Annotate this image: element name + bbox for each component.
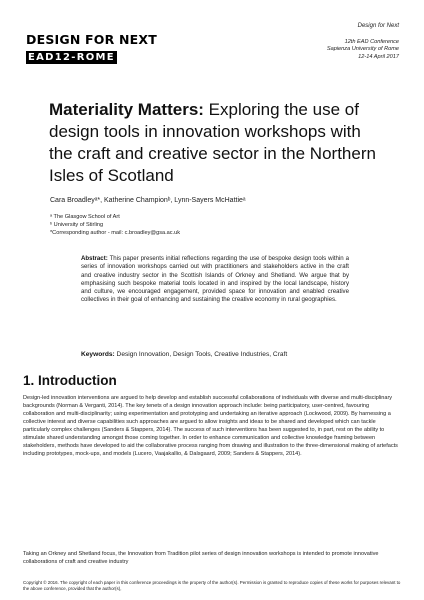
conference-info [327, 23, 399, 61]
paper-title [49, 99, 379, 187]
title-rest: Exploring the use of design tools in innovation workshops with the craft and creative sector in the Northern Isles of Scotland [49, 100, 376, 185]
corresponding-author: *Corresponding author - mail: c.broadley@gsa.ac.uk [50, 230, 181, 237]
affiliation-a: ᵃ The Glasgow School of Art [50, 214, 120, 220]
affiliation-b: ᵇ University of Stirling [50, 222, 104, 229]
intro-paragraph-2: Taking an Orkney and Shetland focus, the Innovation from Tradition pilot series of design innovation workshops is intended to promote innovative collaborations of craft and creative industry [23, 551, 379, 566]
conference-series: Design for Next [357, 23, 399, 29]
copyright-notice: Copyright © 2016. The copyright of each paper in this conference proceedings is the property of the author(s). Permission is granted to reproduce copies of these works for purposes relevant to the above conference, provided that the author(s), [23, 580, 401, 592]
conference-venue: Sapienza University of Rome [326, 46, 399, 53]
affiliations [50, 213, 180, 238]
keywords-label: Keywords: [81, 351, 115, 358]
conference-dates: 12-14 April 2017 [358, 53, 399, 60]
section-heading: 1. Introduction [23, 373, 117, 388]
author-list: Cara Broadleyᵃ*, Katherine Championᵇ, Lynn-Sayers McHattieᵃ [50, 197, 246, 204]
title-lead: Materiality Matters: [49, 100, 204, 119]
abstract-text: This paper presents initial reflections regarding the use of bespoke design tools within a series of innovation workshops carried out with practitioners and stakeholders active in the craft and creative industry sector in the Scottish Islands of Orkney and Shetland. We argue that by emphasising such bespoke material tools located in and inspired by the local landscape, history and culture, we encouraged engagement, provided space for innovation and enabled creative collectives in their goal of enhancing and sustaining the creative economy in rural geographies. [81, 255, 349, 304]
conference-logo [26, 32, 157, 65]
intro-paragraph-1: Design-led innovation interventions are argued to help develop and establish successful collaborations of individuals with diverse and multi-disciplinary backgrounds (Norman & Verganti, 2014). The key tenets of a design innovation approach include: being participatory, user-centred, favouring collaboration and multi-disciplinarity; using experimentation and prototyping and undertaking an iterative approach (Lockwood, 2009). By harnessing a collective interest and diverse capabilities such approaches are argued to allow insights and ideas to be shared and developed which can tackle particularly complex challenges (Sanders & Stappers, 2014). The success of such interventions has been suggested to, in part, rest on the ability to stimulate shared understanding amongst those coming together. In order to enhance communication and collective knowledge framing between stakeholders, methods have developed to aid the collaborative process ranging from drawing and illustration to the three-dimensional making of artefacts including prototypes, mock-ups, and models (Lucero, Vaajakallio, & Dalsgaard, 2009; Sanders & Stappers, 2014). [23, 395, 398, 458]
abstract-label: Abstract: [81, 255, 108, 262]
keywords [81, 350, 287, 359]
logo-top-text: DESIGN FOR NEXT [26, 32, 157, 47]
keywords-text: Design Innovation, Design Tools, Creative Industries, Craft [114, 351, 288, 358]
conference-name: 12th EAD Conference [344, 38, 399, 45]
logo-bottom-text: EAD12-ROME [28, 52, 115, 63]
abstract [81, 255, 349, 305]
